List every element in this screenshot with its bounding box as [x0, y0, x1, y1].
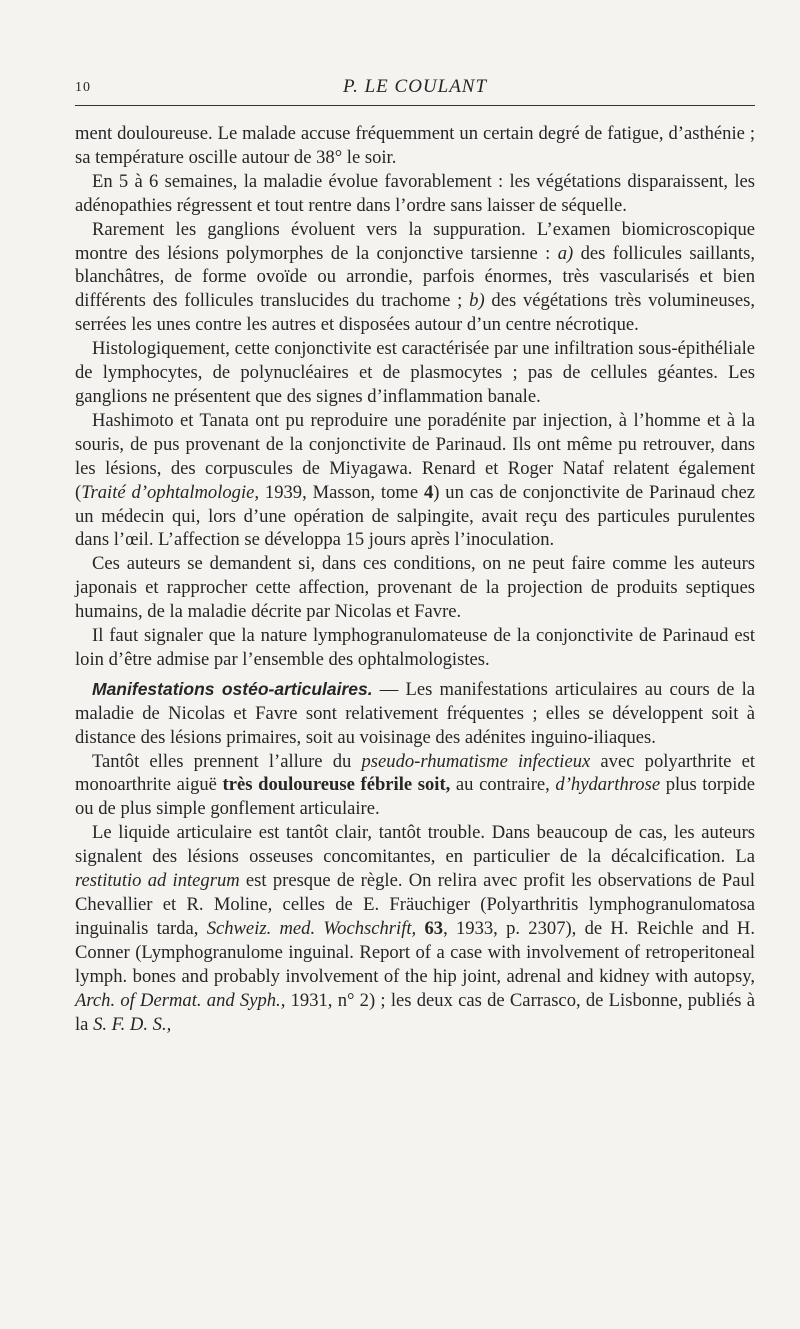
page-number: 10 [75, 80, 91, 95]
paragraph-10-italic-2: Schweiz. med. Wochschrift, [206, 917, 417, 939]
section-heading: Manifestations ostéo-articulaires. [92, 678, 373, 699]
paragraph-3-label-a: a) [557, 242, 574, 264]
paragraph-4: Histologiquement, cette conjonctivite est caractérisée par une infiltration sous-épithéliale de lymphocytes, de polynucléaires et de plasmocytes ; pas de cellules géantes. Les ganglions ne présentent que des signes d’inflammation banale. [75, 338, 755, 407]
paragraph-9-italic-2: d’hydarthrose [555, 774, 661, 796]
paragraph-10-text-b: est presque de règle. On relira avec profit les observations de Paul Chevallier et R. Moline, celles de E. Fräuchiger (Polyarthritis lymphogranulomatosa inguinalis tarda, [75, 870, 755, 939]
paragraph-10-text-e: 1931, n° 2) ; les deux cas de Carrasco, de Lisbonne, publiés à la [75, 989, 755, 1035]
paragraph-9-text-a: Tantôt elles prennent l’allure du [92, 750, 362, 772]
paragraph-9-text-d: plus torpide ou de plus simple gonflement articulaire. [75, 774, 755, 820]
paragraph-10-italic-1: restitutio ad integrum [75, 870, 240, 892]
paragraph-9-italic-1: pseudo-rhumatisme infectieux [361, 750, 591, 772]
body-text [75, 122, 755, 1036]
paragraph-10-italic-4: S. F. D. S., [93, 1013, 172, 1035]
paragraph-3-text-a: Rarement les ganglions évoluent vers la suppuration. L’examen biomicroscopique montre des lésions polymorphes de la conjonctive tarsienne : [75, 218, 755, 264]
paragraph-7: Il faut signaler que la nature lymphogranulomateuse de la conjonctivite de Parinaud est loin d’être admise par l’ensemble des ophtalmologistes. [75, 625, 755, 670]
paragraph-5-text-b: 1939, Masson, tome [259, 481, 424, 503]
paragraph-5-text-c: ) un cas de conjonctivite de Parinaud chez un médecin qui, lors d’une opération de salpingite, avait reçu des particules purulentes dans l’œil. L’affection se développa 15 jours après l’inoculation. [75, 481, 756, 551]
header-rule [75, 105, 755, 106]
page-header [75, 76, 755, 104]
paragraph-9-text-b: avec polyarthrite et monoarthrite aiguë [75, 750, 755, 796]
paragraph-5 [75, 409, 755, 552]
paragraph-5-book-title: Traité d’ophtalmologie, [81, 481, 260, 503]
paragraph-1: ment douloureuse. Le malade accuse fréquemment un certain degré de fatigue, d’asthénie ; sa température oscille autour de 38° le soir. [75, 123, 755, 168]
running-head: P. LE COULANT [342, 76, 488, 97]
paragraph-3-text-c: des végétations très volumineuses, serrées les unes contre les autres et disposées autour d’un centre nécrotique. [75, 290, 756, 336]
paragraph-9 [75, 750, 755, 822]
paragraph-3-label-b: b) [469, 290, 485, 312]
paragraph-10-text-a: Le liquide articulaire est tantôt clair, tantôt trouble. Dans beaucoup de cas, les auteurs signalent des lésions osseuses concomitantes, en particulier de la décalcification. La [75, 822, 755, 868]
paragraph-10-italic-3: Arch. of Dermat. and Syph., [75, 989, 286, 1011]
paragraph-9-bold: très douloureuse fébrile soit, [222, 774, 451, 796]
paragraph-3 [75, 218, 755, 338]
paragraph-5-volume: 4 [423, 481, 434, 503]
paragraph-8-text: — Les manifestations articulaires au cours de la maladie de Nicolas et Favre sont relativement fréquentes ; elles se développent soit à distance des lésions primaires, soit au voisinage des adénites inguino-iliaques. [75, 678, 755, 748]
paragraph-3-text-b: des follicules saillants, blanchâtres, de forme ovoïde ou arrondie, parfois énormes, très vascularisés et bien différents des follicules translucides du trachome ; [75, 242, 755, 312]
paragraph-10-volume: 63 [424, 917, 444, 939]
paragraph-10 [75, 821, 755, 1036]
paragraph-9-text-c: au contraire, [450, 774, 556, 796]
paragraph-10-text-d: , 1933, p. 2307), de H. Reichle and H. Conner (Lymphogranulome inguinal. Report of a case with involvement of retroperitoneal lymph. bones and probably involvement of the hip joint, adrenal and kidney with autopsy, [75, 917, 756, 987]
paragraph-6: Ces auteurs se demandent si, dans ces conditions, on ne peut faire comme les auteurs japonais et rapprocher cette affection, provenant de la projection de produits septiques humains, de la maladie décrite par Nicolas et Favre. [75, 553, 755, 623]
paragraph-5-text-a: Hashimoto et Tanata ont pu reproduire une poradénite par injection, à l’homme et à la souris, de pus provenant de la conjonctivite de Parinaud. Ils ont même pu retrouver, dans les lésions, des corpuscules de Miyagawa. Renard et Roger Nataf relatent également ( [75, 409, 755, 503]
paragraph-8 [75, 678, 755, 750]
paragraph-2: En 5 à 6 semaines, la maladie évolue favorablement : les végétations disparaissent, les adénopathies régressent et tout rentre dans l’ordre sans laisser de séquelle. [75, 170, 755, 216]
